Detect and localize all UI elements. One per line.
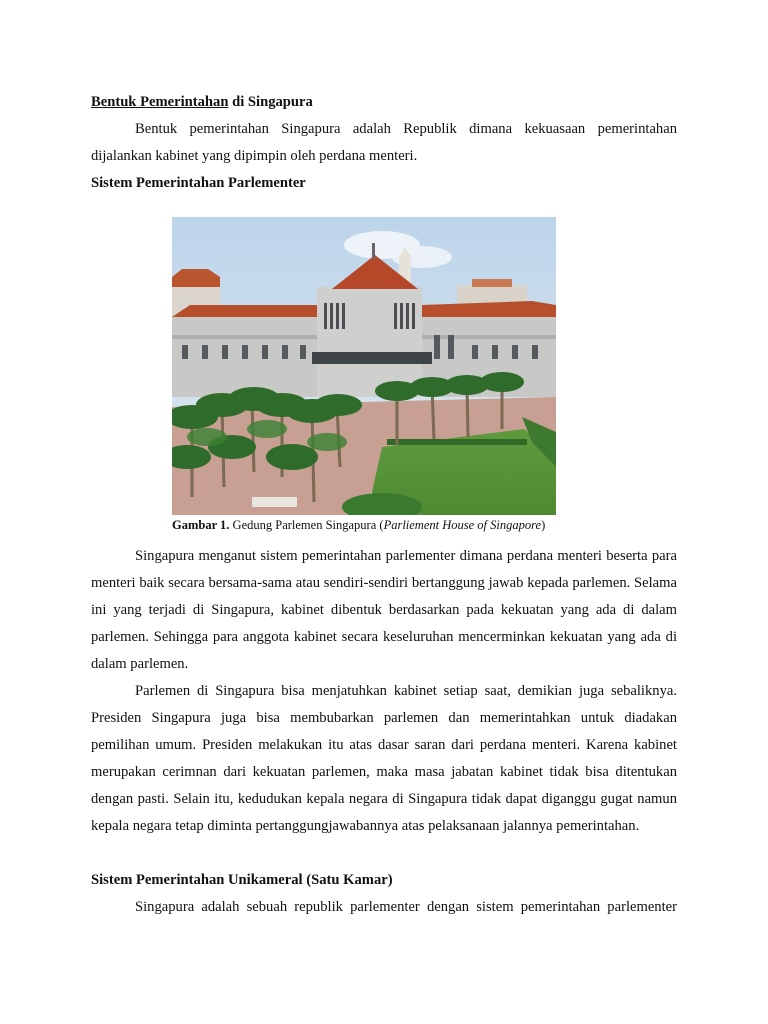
caption-label: Gambar 1. <box>172 518 230 532</box>
caption-close: ) <box>541 518 546 532</box>
heading-rest: di Singapura <box>228 94 313 110</box>
caption-text: Gedung Parlemen Singapura ( <box>229 518 384 532</box>
parliament-house-illustration <box>172 217 556 515</box>
caption-italic: Parliement House of Singapore <box>383 518 542 532</box>
heading-bentuk-pemerintahan <box>91 89 677 116</box>
paragraph-4-text: Singapura adalah sebuah republik parlementer dengan sistem pemerintahan parlementer <box>135 899 677 915</box>
paragraph-3-text: Parlemen di Singapura bisa menjatuhkan kabinet setiap saat, demikian juga sebaliknya. Presiden Singapura juga bisa membubarkan parlemen dan memerintahkan untuk diadakan pemilihan umum. Presiden melakukan itu atas dasar saran dari perdana menteri. Karena kabinet merupakan cerimnan dari kekuatan parlemen, maka masa jabatan kabinet tidak bisa ditentukan dengan pasti. Selain itu, kedudukan kepala negara di Singapura tidak dapat diganggu gugat namun kepala negara tetap diminta pertanggungjawabannya atas pelaksanaan jalannya pemerintahan. <box>91 683 677 834</box>
heading-sistem-unikameral: Sistem Pemerintahan Unikameral (Satu Kamar) <box>91 872 393 888</box>
heading-underlined-part: Bentuk Pemerintahan <box>91 94 229 110</box>
paragraph-2 <box>91 543 677 678</box>
heading-sistem-parlementer: Sistem Pemerintahan Parlementer <box>91 175 306 191</box>
paragraph-3 <box>91 678 677 840</box>
paragraph-1-text: Bentuk pemerintahan Singapura adalah Republik dimana kekuasaan pemerintahan dijalankan kabinet yang dipimpin oleh perdana menteri. <box>91 121 677 164</box>
parliament-house-photo <box>172 217 556 515</box>
paragraph-1 <box>91 116 677 170</box>
figure-caption <box>172 518 545 533</box>
paragraph-4 <box>91 894 677 921</box>
paragraph-2-text: Singapura menganut sistem pemerintahan parlementer dimana perdana menteri beserta para menteri baik secara bersama-sama atau sendiri-sendiri bertanggung jawab kepada parlemen. Selama ini yang terjadi di Singapura, kabinet dibentuk berdasarkan pada kekuatan yang ada di dalam parlemen. Sehingga para anggota kabinet secara keseluruhan mencerminkan kekuatan yang ada di dalam parlemen. <box>91 548 677 672</box>
